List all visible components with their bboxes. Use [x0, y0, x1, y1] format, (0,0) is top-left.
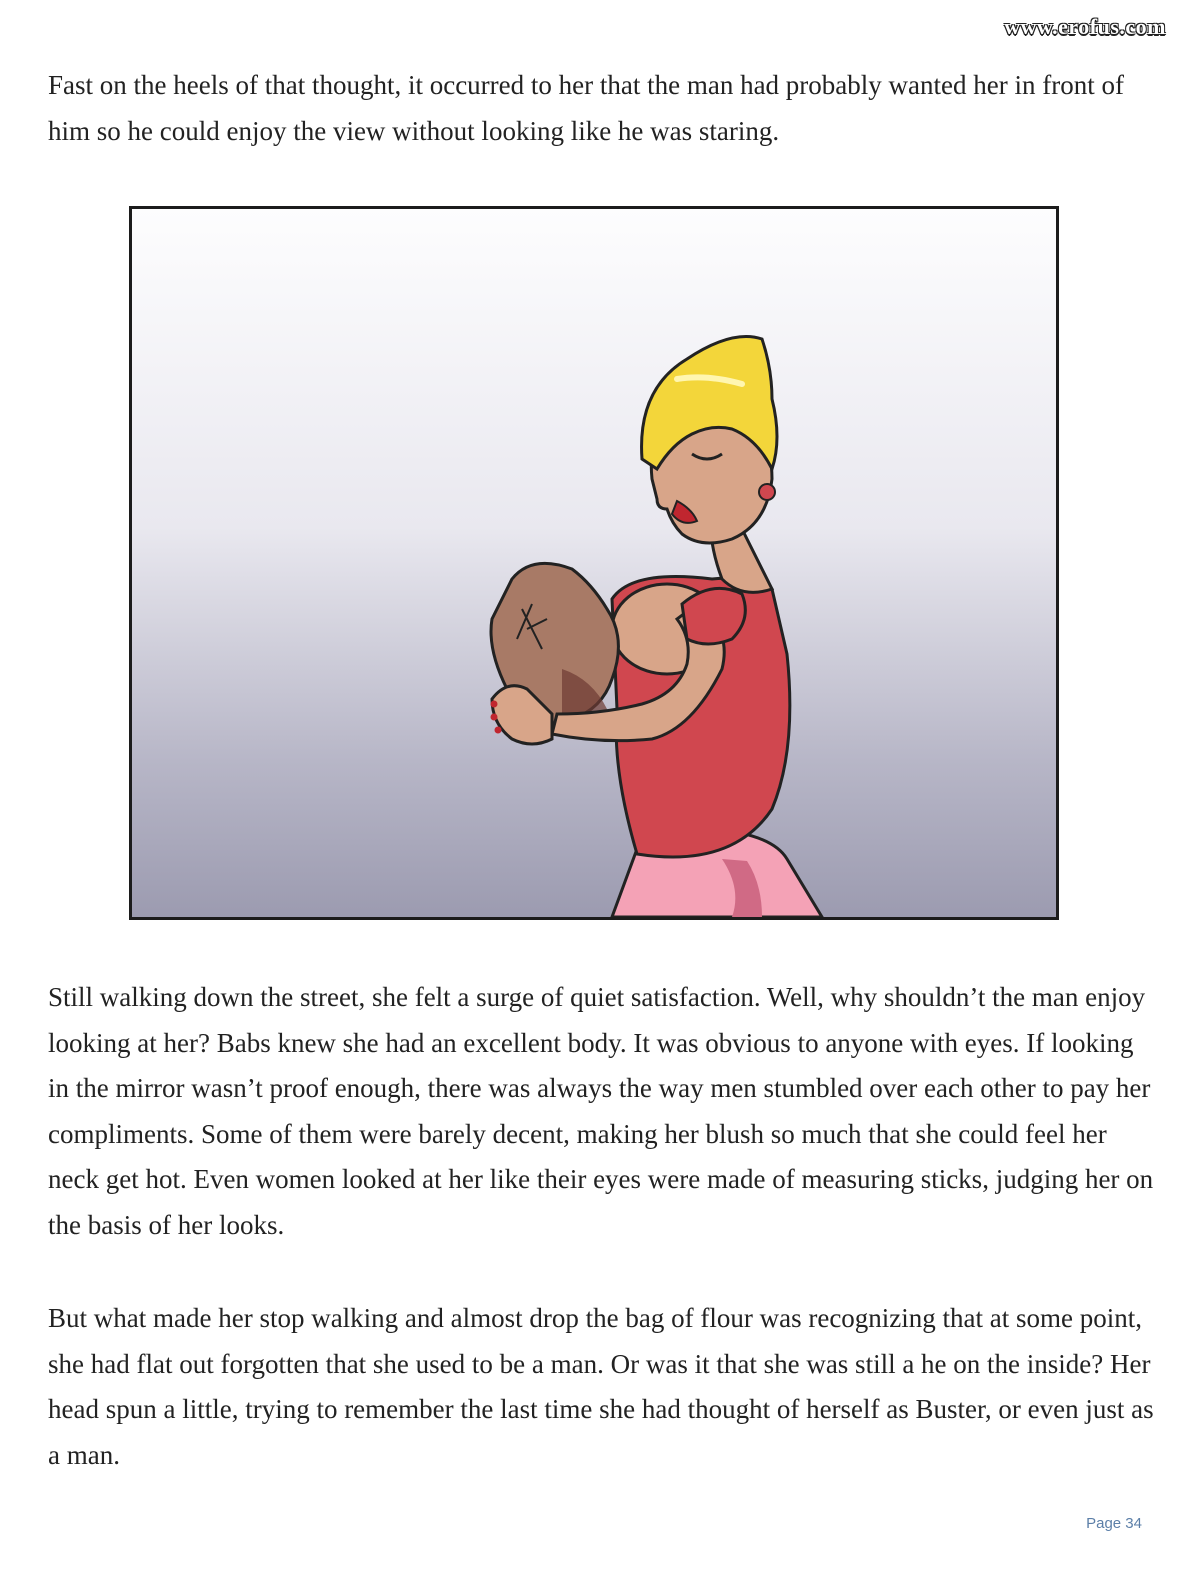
comic-illustration [132, 209, 1056, 917]
paragraph-3: But what made her stop walking and almost drop the bag of flour was recognizing that at some point, she had flat out forgotten that she used to be a man. Or was it that she was still a he on the inside? Her head spun a little, trying to remember the last time she had thought of herself as Buster, or even just as a man. [48, 1303, 1154, 1470]
watermark: www.erofus.com [1004, 14, 1166, 39]
earring [759, 484, 775, 500]
paragraph-1: Fast on the heels of that thought, it occurred to her that the man had probably wanted her in front of him so he could enjoy the view without looking like he was staring. [48, 70, 1124, 146]
page-number: Page 34 [1086, 1515, 1142, 1532]
sleeve [682, 588, 745, 644]
paragraph-2: Still walking down the street, she felt a surge of quiet satisfaction. Well, why shouldn’t the man enjoy looking at her? Babs knew she had an excellent body. It was obvious to anyone with eyes. If looking in the mirror wasn’t proof enough, there was always the way men stumbled over each other to pay her compliments. Some of them were barely decent, making her blush so much that she could feel her neck get hot. Even women looked at her like their eyes were made of measuring sticks, judging her on the basis of her looks. [48, 982, 1154, 1240]
comic-panel [129, 206, 1059, 920]
